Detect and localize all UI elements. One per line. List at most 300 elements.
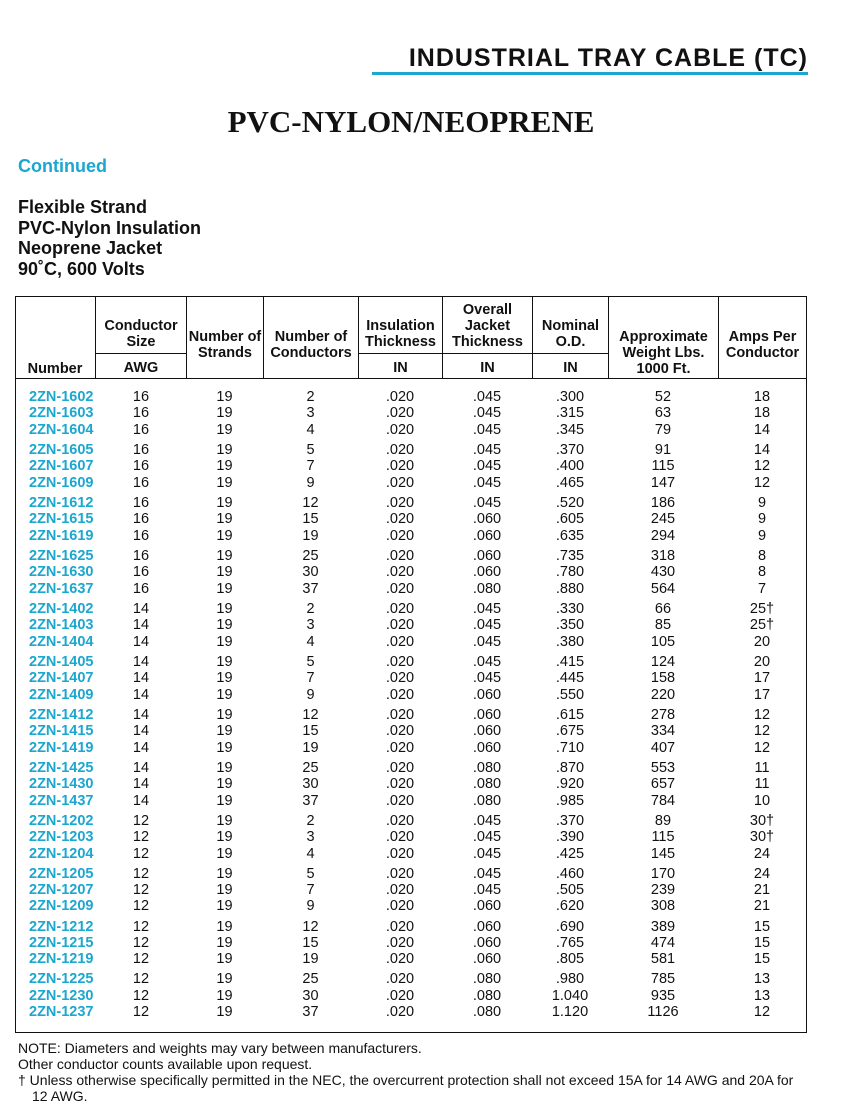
cell-od: .520 bbox=[555, 494, 585, 511]
cell-weight: 935 bbox=[650, 987, 676, 1004]
cell-insulation: .020 bbox=[385, 1004, 415, 1021]
table-row bbox=[0, 495, 842, 512]
cell-od: .870 bbox=[555, 759, 585, 776]
cell-od: .400 bbox=[555, 458, 585, 475]
table-row bbox=[0, 687, 842, 704]
cell-jacket: .045 bbox=[472, 845, 502, 862]
page-title: PVC-NYLON/NEOPRENE bbox=[227, 104, 595, 139]
cell-weight: 124 bbox=[650, 653, 676, 670]
table-row bbox=[0, 740, 842, 757]
cell-strands: 19 bbox=[216, 882, 233, 898]
cell-awg: 16 bbox=[132, 421, 150, 438]
cell-jacket: .060 bbox=[472, 934, 502, 951]
section-title-rule bbox=[372, 72, 808, 75]
cell-jacket: .080 bbox=[472, 580, 502, 597]
cell-weight: 407 bbox=[650, 739, 676, 756]
table-row bbox=[0, 548, 842, 565]
cell-jacket: .045 bbox=[472, 405, 502, 422]
cell-awg: 14 bbox=[132, 739, 150, 756]
cell-weight: 115 bbox=[651, 829, 675, 846]
cell-awg: 12 bbox=[132, 898, 150, 915]
cell-awg: 12 bbox=[132, 951, 150, 968]
cell-conductors: 19 bbox=[302, 739, 319, 756]
cell-insulation: .020 bbox=[385, 633, 415, 650]
cell-awg: 12 bbox=[132, 865, 150, 882]
cell-awg: 16 bbox=[132, 389, 150, 405]
cell-conductors: 4 bbox=[306, 421, 315, 438]
cell-od: .635 bbox=[555, 527, 585, 544]
table-row bbox=[0, 528, 842, 545]
cell-awg: 16 bbox=[132, 494, 150, 511]
cell-jacket: .045 bbox=[472, 633, 502, 650]
cell-od: .445 bbox=[555, 670, 585, 687]
cell-strands: 19 bbox=[216, 617, 233, 634]
cell-jacket: .060 bbox=[472, 918, 502, 935]
cell-insulation: .020 bbox=[385, 739, 415, 756]
col-header-amps: Amps Per Conductor bbox=[725, 329, 800, 361]
cell-amps: 11 bbox=[754, 759, 770, 776]
cell-amps: 13 bbox=[753, 987, 771, 1004]
cell-weight: 581 bbox=[650, 951, 676, 968]
table-row bbox=[0, 654, 842, 671]
cell-od: .345 bbox=[555, 421, 585, 438]
cell-strands: 19 bbox=[216, 792, 233, 809]
table-row bbox=[0, 422, 842, 439]
cell-awg: 12 bbox=[132, 812, 150, 829]
cell-awg: 16 bbox=[132, 511, 150, 528]
cell-strands: 19 bbox=[216, 580, 233, 597]
cell-insulation: .020 bbox=[385, 421, 415, 438]
note-conductor-counts: Other conductor counts available upon request. bbox=[18, 1056, 313, 1072]
cell-awg: 14 bbox=[132, 653, 150, 670]
cell-jacket: .045 bbox=[472, 600, 502, 617]
cell-insulation: .020 bbox=[385, 511, 415, 528]
table-row bbox=[0, 760, 842, 777]
cell-weight: 389 bbox=[650, 918, 676, 935]
cell-insulation: .020 bbox=[385, 600, 415, 617]
cell-number: 2ZN-1215 bbox=[29, 934, 94, 951]
cell-insulation: .020 bbox=[385, 441, 415, 458]
cell-strands: 19 bbox=[216, 564, 233, 581]
cell-conductors: 30 bbox=[302, 776, 319, 793]
cell-number: 2ZN-1425 bbox=[29, 759, 94, 776]
cell-jacket: .045 bbox=[472, 865, 502, 882]
cell-insulation: .020 bbox=[385, 971, 415, 988]
cell-conductors: 9 bbox=[306, 686, 315, 703]
cell-awg: 16 bbox=[132, 580, 150, 597]
cell-strands: 19 bbox=[216, 971, 233, 988]
cell-amps: 24 bbox=[753, 865, 771, 882]
cell-od: 1.040 bbox=[551, 987, 589, 1004]
cell-od: .330 bbox=[555, 600, 585, 617]
cell-number: 2ZN-1619 bbox=[29, 527, 94, 544]
cell-amps: 18 bbox=[753, 389, 771, 405]
section-title: INDUSTRIAL TRAY CABLE (TC) bbox=[408, 44, 808, 72]
cell-conductors: 15 bbox=[302, 723, 319, 740]
cell-awg: 12 bbox=[132, 971, 150, 988]
cell-weight: 239 bbox=[650, 882, 676, 898]
cell-jacket: .045 bbox=[472, 617, 502, 634]
cell-awg: 14 bbox=[132, 633, 150, 650]
cell-number: 2ZN-1205 bbox=[29, 865, 94, 882]
cell-conductors: 37 bbox=[302, 1004, 319, 1021]
cell-strands: 19 bbox=[216, 898, 233, 915]
cell-insulation: .020 bbox=[385, 934, 415, 951]
cell-number: 2ZN-1212 bbox=[29, 918, 94, 935]
cell-amps: 10 bbox=[753, 792, 771, 809]
cell-weight: 85 bbox=[654, 617, 672, 634]
cell-insulation: .020 bbox=[385, 474, 415, 491]
cell-number: 2ZN-1403 bbox=[29, 617, 94, 634]
cell-number: 2ZN-1402 bbox=[29, 600, 94, 617]
table-row bbox=[0, 971, 842, 988]
cell-number: 2ZN-1203 bbox=[29, 829, 94, 846]
spec-jacket: Neoprene Jacket bbox=[18, 238, 163, 258]
table-row bbox=[0, 829, 842, 846]
cell-number: 2ZN-1405 bbox=[29, 653, 94, 670]
cell-jacket: .045 bbox=[472, 458, 502, 475]
cell-insulation: .020 bbox=[385, 792, 415, 809]
cell-number: 2ZN-1219 bbox=[29, 951, 94, 968]
cell-conductors: 12 bbox=[302, 494, 319, 511]
cell-awg: 12 bbox=[132, 845, 150, 862]
cell-amps: 8 bbox=[757, 564, 767, 581]
cell-awg: 14 bbox=[132, 706, 150, 723]
cell-strands: 19 bbox=[216, 458, 233, 475]
cell-insulation: .020 bbox=[385, 706, 415, 723]
notes bbox=[18, 1040, 808, 1104]
cell-conductors: 3 bbox=[306, 829, 315, 846]
table-row bbox=[0, 475, 842, 492]
cell-insulation: .020 bbox=[385, 547, 415, 564]
cell-awg: 16 bbox=[132, 527, 150, 544]
cell-jacket: .045 bbox=[472, 829, 502, 846]
cell-weight: 91 bbox=[654, 441, 672, 458]
cell-jacket: .045 bbox=[472, 653, 502, 670]
spec-insulation: PVC-Nylon Insulation bbox=[18, 217, 202, 238]
cell-strands: 19 bbox=[216, 706, 233, 723]
cell-strands: 19 bbox=[216, 934, 233, 951]
cell-amps: 20 bbox=[753, 633, 771, 650]
cell-number: 2ZN-1409 bbox=[29, 686, 94, 703]
cell-jacket: .060 bbox=[472, 511, 502, 528]
cell-conductors: 2 bbox=[306, 812, 315, 829]
cell-strands: 19 bbox=[216, 389, 233, 405]
table-row bbox=[0, 846, 842, 863]
cell-strands: 19 bbox=[216, 600, 233, 617]
cell-conductors: 7 bbox=[306, 458, 315, 475]
cell-amps: 14 bbox=[753, 421, 771, 438]
cell-strands: 19 bbox=[216, 812, 233, 829]
cell-jacket: .060 bbox=[472, 686, 502, 703]
cell-strands: 19 bbox=[216, 474, 233, 491]
cell-weight: 220 bbox=[650, 686, 676, 703]
cell-od: .675 bbox=[555, 723, 585, 740]
cell-amps: 24 bbox=[753, 845, 771, 862]
cell-jacket: .045 bbox=[472, 421, 502, 438]
cell-jacket: .060 bbox=[472, 706, 502, 723]
cell-weight: 170 bbox=[650, 865, 676, 882]
cell-amps: 15 bbox=[753, 918, 771, 935]
cell-conductors: 3 bbox=[306, 405, 315, 422]
cell-amps: 15 bbox=[753, 951, 771, 968]
cell-insulation: .020 bbox=[385, 458, 415, 475]
cell-awg: 14 bbox=[132, 670, 150, 687]
cell-strands: 19 bbox=[216, 405, 233, 422]
cell-insulation: .020 bbox=[385, 898, 415, 915]
cell-conductors: 7 bbox=[306, 670, 315, 687]
cell-weight: 784 bbox=[650, 792, 676, 809]
table-row bbox=[0, 1004, 842, 1021]
cell-conductors: 2 bbox=[306, 600, 315, 617]
cell-weight: 63 bbox=[654, 405, 672, 422]
col-header-insulation-unit: IN bbox=[393, 360, 408, 376]
cell-number: 2ZN-1630 bbox=[29, 564, 94, 581]
cell-weight: 294 bbox=[650, 527, 676, 544]
cell-awg: 14 bbox=[132, 617, 150, 634]
cell-number: 2ZN-1430 bbox=[29, 776, 94, 793]
cell-jacket: .080 bbox=[472, 776, 502, 793]
cell-awg: 16 bbox=[132, 405, 150, 422]
cell-jacket: .045 bbox=[472, 494, 502, 511]
table-row bbox=[0, 458, 842, 475]
table-row bbox=[0, 707, 842, 724]
cell-amps: 13 bbox=[753, 971, 771, 988]
cell-weight: 145 bbox=[650, 845, 676, 862]
cell-strands: 19 bbox=[216, 739, 233, 756]
cell-strands: 19 bbox=[216, 511, 233, 528]
cable-spec-list bbox=[18, 197, 201, 279]
col-header-od: Nominal O.D. bbox=[541, 318, 600, 350]
cell-jacket: .045 bbox=[472, 812, 502, 829]
cell-number: 2ZN-1225 bbox=[29, 971, 94, 988]
cell-conductors: 30 bbox=[302, 987, 319, 1004]
table-row bbox=[0, 813, 842, 830]
cell-od: .985 bbox=[555, 792, 585, 809]
cell-insulation: .020 bbox=[385, 494, 415, 511]
cell-insulation: .020 bbox=[385, 670, 415, 687]
cell-weight: 186 bbox=[650, 494, 676, 511]
cell-amps: 15 bbox=[753, 934, 771, 951]
cell-number: 2ZN-1625 bbox=[29, 547, 94, 564]
cell-jacket: .060 bbox=[472, 547, 502, 564]
cell-awg: 16 bbox=[132, 458, 150, 475]
cell-number: 2ZN-1637 bbox=[29, 580, 94, 597]
cell-conductors: 4 bbox=[306, 845, 315, 862]
cell-awg: 14 bbox=[132, 759, 150, 776]
cell-conductors: 5 bbox=[306, 653, 315, 670]
cell-amps: 20 bbox=[753, 653, 771, 670]
cell-amps: 14 bbox=[753, 441, 771, 458]
cell-amps: 25† bbox=[749, 600, 775, 617]
table-row bbox=[0, 898, 842, 915]
cell-number: 2ZN-1607 bbox=[29, 458, 94, 475]
cell-number: 2ZN-1602 bbox=[29, 389, 94, 405]
cell-insulation: .020 bbox=[385, 580, 415, 597]
cell-jacket: .080 bbox=[472, 971, 502, 988]
continued-label: Continued bbox=[18, 156, 107, 176]
cell-number: 2ZN-1407 bbox=[29, 670, 94, 687]
cell-conductors: 37 bbox=[302, 792, 319, 809]
cell-od: .880 bbox=[555, 580, 585, 597]
cell-od: .315 bbox=[555, 405, 585, 422]
cell-conductors: 25 bbox=[302, 971, 319, 988]
cell-amps: 7 bbox=[757, 580, 767, 597]
table-row bbox=[0, 882, 842, 899]
col-header-jacket: Overall Jacket Thickness bbox=[452, 302, 523, 350]
table-row bbox=[0, 601, 842, 618]
table-row bbox=[0, 405, 842, 422]
cell-amps: 30† bbox=[749, 812, 775, 829]
cell-od: .805 bbox=[555, 951, 585, 968]
cell-insulation: .020 bbox=[385, 987, 415, 1004]
cell-od: .415 bbox=[555, 653, 585, 670]
cell-insulation: .020 bbox=[385, 918, 415, 935]
cell-od: .370 bbox=[555, 441, 585, 458]
cell-od: .765 bbox=[555, 934, 585, 951]
col-header-jacket-unit: IN bbox=[480, 360, 495, 376]
cell-amps: 17 bbox=[753, 670, 771, 687]
cell-od: .710 bbox=[555, 739, 585, 756]
cell-od: .460 bbox=[555, 865, 585, 882]
cell-awg: 12 bbox=[132, 882, 150, 898]
cell-conductors: 25 bbox=[302, 759, 319, 776]
cell-strands: 19 bbox=[216, 829, 233, 846]
spec-rating: 90˚C, 600 Volts bbox=[18, 258, 145, 279]
cell-strands: 19 bbox=[216, 633, 233, 650]
cell-number: 2ZN-1404 bbox=[29, 633, 94, 650]
cell-weight: 278 bbox=[650, 706, 676, 723]
cell-number: 2ZN-1609 bbox=[29, 474, 94, 491]
cell-awg: 16 bbox=[132, 441, 150, 458]
cell-weight: 334 bbox=[650, 723, 676, 740]
cell-awg: 14 bbox=[132, 600, 150, 617]
cell-od: .550 bbox=[555, 686, 585, 703]
table-row bbox=[0, 442, 842, 459]
cell-insulation: .020 bbox=[385, 829, 415, 846]
cell-weight: 564 bbox=[650, 580, 676, 597]
cell-amps: 12 bbox=[753, 458, 771, 475]
cell-conductors: 5 bbox=[306, 441, 315, 458]
cell-amps: 21 bbox=[753, 882, 771, 898]
cell-insulation: .020 bbox=[385, 389, 415, 405]
cell-jacket: .080 bbox=[472, 1004, 502, 1021]
cell-number: 2ZN-1615 bbox=[29, 511, 94, 528]
cell-conductors: 37 bbox=[302, 580, 319, 597]
cell-insulation: .020 bbox=[385, 527, 415, 544]
cell-awg: 16 bbox=[132, 474, 150, 491]
cell-jacket: .045 bbox=[472, 882, 502, 898]
cell-number: 2ZN-1603 bbox=[29, 405, 94, 422]
cell-weight: 657 bbox=[650, 776, 676, 793]
cell-weight: 308 bbox=[650, 898, 676, 915]
cell-conductors: 2 bbox=[306, 389, 315, 405]
cell-awg: 12 bbox=[132, 1004, 150, 1021]
note-diameters: NOTE: Diameters and weights may vary between manufacturers. bbox=[18, 1040, 422, 1056]
col-header-strands: Number of Strands bbox=[188, 329, 262, 361]
cell-od: .605 bbox=[555, 511, 585, 528]
cell-awg: 12 bbox=[132, 934, 150, 951]
cell-od: .735 bbox=[555, 547, 585, 564]
col-header-conductors: Number of Conductors bbox=[270, 329, 352, 361]
cell-conductors: 15 bbox=[302, 511, 319, 528]
cell-od: .615 bbox=[555, 706, 585, 723]
table-row bbox=[0, 776, 842, 793]
cell-jacket: .060 bbox=[472, 898, 502, 915]
cell-conductors: 12 bbox=[302, 918, 319, 935]
cell-weight: 115 bbox=[651, 458, 675, 475]
cell-od: .425 bbox=[555, 845, 585, 862]
cell-strands: 19 bbox=[216, 653, 233, 670]
cell-insulation: .020 bbox=[385, 865, 415, 882]
cell-number: 2ZN-1412 bbox=[29, 706, 94, 723]
cell-weight: 553 bbox=[650, 759, 676, 776]
note-overcurrent: † Unless otherwise specifically permitted in the NEC, the overcurrent protection shall not exceed 15A for 14 AWG and 20A for 12 AWG. bbox=[18, 1072, 794, 1104]
cell-conductors: 19 bbox=[302, 527, 319, 544]
table-row bbox=[0, 634, 842, 651]
cell-od: .920 bbox=[555, 776, 585, 793]
cell-number: 2ZN-1612 bbox=[29, 494, 94, 511]
cell-strands: 19 bbox=[216, 987, 233, 1004]
table-row bbox=[0, 866, 842, 883]
table-row bbox=[0, 793, 842, 810]
cell-od: .350 bbox=[555, 617, 585, 634]
cell-insulation: .020 bbox=[385, 653, 415, 670]
cell-jacket: .060 bbox=[472, 951, 502, 968]
cell-weight: 52 bbox=[654, 389, 672, 405]
cell-weight: 89 bbox=[654, 812, 672, 829]
cell-awg: 14 bbox=[132, 792, 150, 809]
cell-conductors: 30 bbox=[302, 564, 319, 581]
cell-jacket: .060 bbox=[472, 723, 502, 740]
table-row bbox=[0, 511, 842, 528]
cell-weight: 245 bbox=[650, 511, 676, 528]
cell-amps: 12 bbox=[753, 706, 771, 723]
table-row bbox=[0, 389, 842, 406]
cell-insulation: .020 bbox=[385, 776, 415, 793]
cell-od: .620 bbox=[555, 898, 585, 915]
cell-weight: 66 bbox=[654, 600, 672, 617]
header-bottom-rule bbox=[15, 378, 807, 379]
cell-amps: 21 bbox=[753, 898, 771, 915]
cell-od: .980 bbox=[555, 971, 585, 988]
cell-awg: 12 bbox=[132, 987, 150, 1004]
cell-amps: 11 bbox=[754, 776, 770, 793]
table-row bbox=[0, 919, 842, 936]
cell-awg: 12 bbox=[132, 829, 150, 846]
cell-insulation: .020 bbox=[385, 951, 415, 968]
cell-weight: 147 bbox=[650, 474, 676, 491]
cell-strands: 19 bbox=[216, 776, 233, 793]
table-row bbox=[0, 564, 842, 581]
cell-od: .690 bbox=[555, 918, 585, 935]
table-row bbox=[0, 951, 842, 968]
cell-od: .505 bbox=[555, 882, 585, 898]
cell-insulation: .020 bbox=[385, 812, 415, 829]
cell-number: 2ZN-1204 bbox=[29, 845, 94, 862]
cell-insulation: .020 bbox=[385, 405, 415, 422]
cell-strands: 19 bbox=[216, 686, 233, 703]
cell-conductors: 5 bbox=[306, 865, 315, 882]
cell-jacket: .060 bbox=[472, 739, 502, 756]
cell-conductors: 15 bbox=[302, 934, 319, 951]
cell-insulation: .020 bbox=[385, 882, 415, 898]
cell-number: 2ZN-1237 bbox=[29, 1004, 94, 1021]
cell-number: 2ZN-1230 bbox=[29, 987, 94, 1004]
cell-conductors: 19 bbox=[302, 951, 319, 968]
cell-amps: 17 bbox=[753, 686, 771, 703]
cell-number: 2ZN-1419 bbox=[29, 739, 94, 756]
